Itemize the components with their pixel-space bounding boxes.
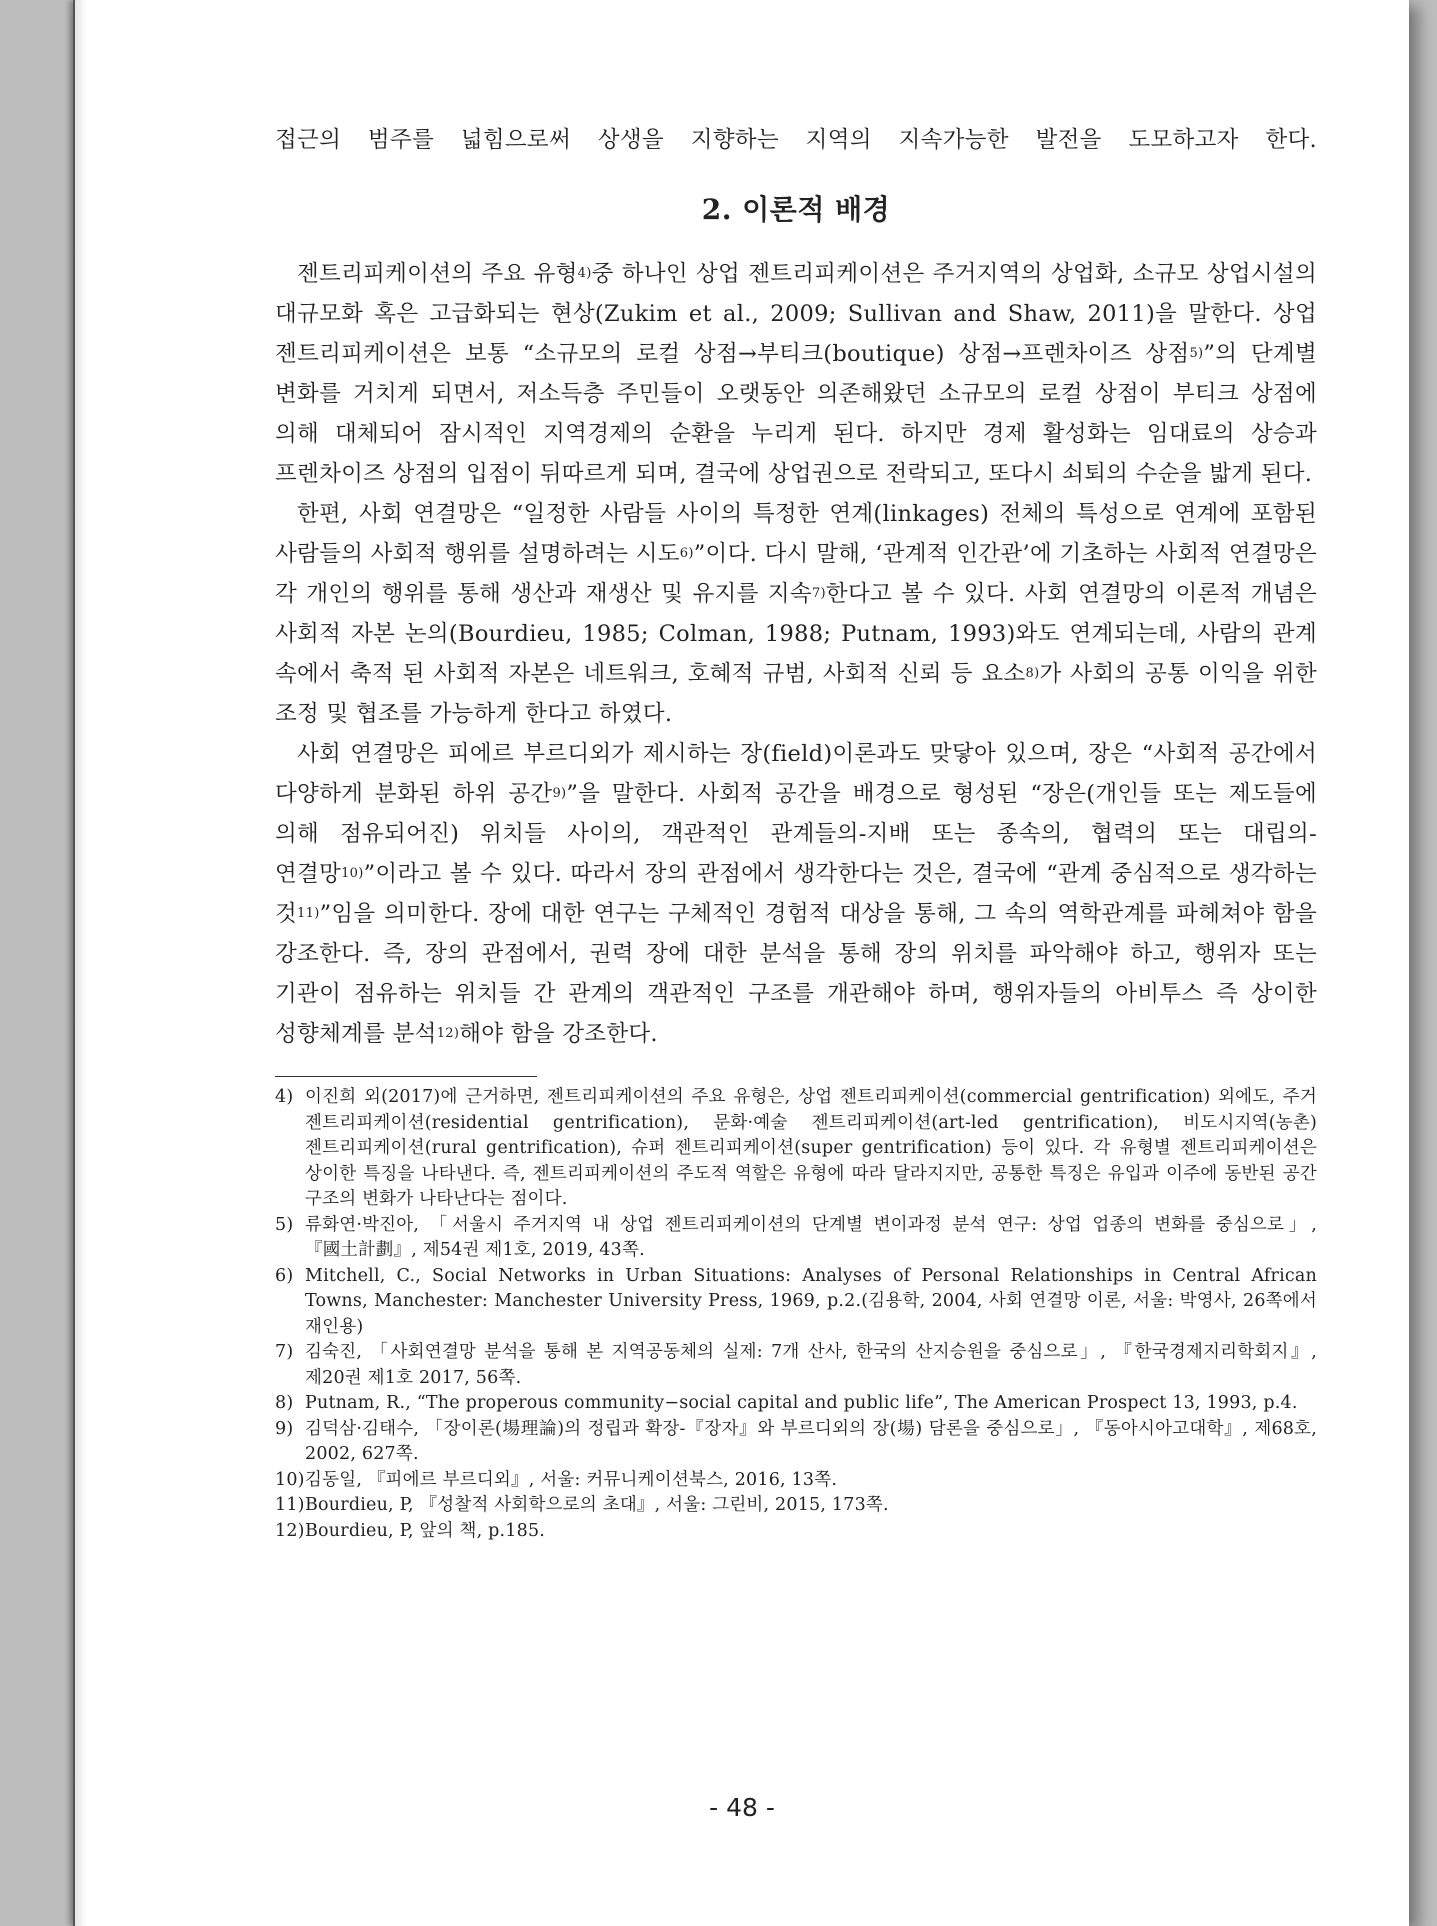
footnote-7 xyxy=(275,1340,1317,1391)
footnote-ref-7[interactable]: 7) xyxy=(811,586,826,601)
footnote-number: 8) xyxy=(275,1393,294,1413)
document-page xyxy=(73,0,1409,1926)
page-content xyxy=(275,120,1317,1544)
footnote-ref-8[interactable]: 8) xyxy=(1025,666,1040,681)
paragraph-1 xyxy=(275,254,1317,494)
footnote-number: 4) xyxy=(275,1087,294,1107)
footnote-text: Bourdieu, P, 『성찰적 사회학으로의 초대』, 서울: 그린비, 2015, 173쪽. xyxy=(305,1495,889,1515)
footnote-ref-5[interactable]: 5) xyxy=(1189,346,1204,361)
footnote-8 xyxy=(275,1391,1317,1417)
footnote-text: Bourdieu, P, 앞의 책, p.185. xyxy=(305,1520,546,1541)
footnote-text: 이진희 외(2017)에 근거하면, 젠트리피케이션의 주요 유형은, 상업 젠트리피케이션(commercial gentrification) 외에도, 주거 젠트리피케이션(residential gentrification), 문화·예술 젠트리피케이션(art-led gentrification), 비도시지역(농촌) 젠트리피케이션(rural gentrification), 슈퍼 젠트리피케이션(super gentrification) 등이 있다. 각 유형별 젠트리피케이션은 상이한 특징을 나타낸다. 즉, 젠트리피케이션의 주도적 역할은 유형에 따라 달라지지만, 공통한 특징은 유입과 이주에 동반된 공간 구조의 변화가 나타난다는 점이다. xyxy=(305,1087,1317,1209)
paragraph-text: ”을 말한다. 사회적 공간을 배경으로 형성된 “장은(개인들 또는 제도들에 의해 점유되어진) 위치들 사이의, 객관적인 관계들의-지배 또는 종속의, 협력의 또는 대립의-연결망 xyxy=(275,781,1318,887)
footnote-11 xyxy=(275,1493,1317,1519)
page-number: - 48 - xyxy=(709,1793,775,1822)
footnote-5 xyxy=(275,1213,1317,1264)
section-heading: 2. 이론적 배경 xyxy=(701,193,891,226)
footnote-number: 5) xyxy=(275,1214,294,1235)
paragraph-text: ”이라고 볼 수 있다. 따라서 장의 관점에서 생각한다는 것은, 결국에 “관계 중심적으로 생각하는 것 xyxy=(275,861,1317,927)
footnote-ref-6[interactable]: 6) xyxy=(679,546,694,561)
footnote-10 xyxy=(275,1468,1317,1494)
footnote-text: 김덕삼·김태수, 「장이론(場理論)의 정립과 확장-『장자』와 부르디외의 장(場) 담론을 중심으로」, 『동아시아고대학』, 제68호, 2002, 627쪽. xyxy=(305,1418,1317,1464)
paragraph-text: 젠트리피케이션의 주요 유형 xyxy=(297,261,578,287)
footnote-number: 12) xyxy=(275,1520,305,1541)
footnote-text: 김숙진, 「사회연결망 분석을 통해 본 지역공동체의 실제: 7개 산사, 한국의 산지승원을 중심으로」, 『한국경제지리학회지』, 제20권 제1호 2017, 56쪽. xyxy=(305,1342,1317,1388)
footnote-ref-4[interactable]: 4) xyxy=(577,266,592,281)
paragraph-2 xyxy=(275,494,1317,734)
footnote-number: 11) xyxy=(275,1495,305,1515)
footnote-ref-11[interactable]: 11) xyxy=(297,906,320,921)
footnote-ref-12[interactable]: 12) xyxy=(436,1026,460,1041)
footnote-number: 9) xyxy=(275,1418,294,1439)
footnote-text: Putnam, R., “The properous community−social capital and public life”, The American Prospect 13, 1993, p.4. xyxy=(305,1393,1298,1413)
paragraph-3 xyxy=(275,734,1317,1054)
footnote-12 xyxy=(275,1519,1317,1545)
footnote-separator xyxy=(275,1076,537,1077)
footnote-number: 6) xyxy=(275,1265,294,1286)
footnote-ref-9[interactable]: 9) xyxy=(552,786,567,801)
paragraph-text: ”의 단계별 변화를 거치게 되면서, 저소득층 주민들이 오랫동안 의존해왔던 소규모의 로컬 상점이 부티크 상점에 의해 대체되어 잠시적인 지역경제의 순환을 누리게 된다. 하지만 경제 활성화는 임대료의 상승과 프렌차이즈 상점의 입점이 뒤따르게 되며, 결국에 상업권으로 전락되고, 또다시 쇠퇴의 수순을 밟게 된다. xyxy=(275,341,1317,487)
footnote-9 xyxy=(275,1417,1317,1468)
paragraph-text: 사회 연결망은 피에르 부르디외가 제시하는 장(field)이론과도 맞닿아 있으며, 장은 “사회적 공간에서 다양하게 분화된 하위 공간 xyxy=(275,741,1317,807)
footnotes xyxy=(275,1085,1317,1544)
footnote-number: 7) xyxy=(275,1342,294,1362)
footnote-text: 류화연·박진아, 「서울시 주거지역 내 상업 젠트리피케이션의 단계별 변이과정 분석 연구: 상업 업종의 변화를 중심으로」, 『國土計劃』, 제54권 제1호, 2019, 43쪽. xyxy=(305,1214,1317,1260)
paragraph-text: 한다고 볼 수 있다. 사회 연결망의 이론적 개념은 사회적 자본 논의(Bourdieu, 1985; Colman, 1988; Putnam, 1993)와도 연계되는데, 사람의 관계 속에서 축적 된 사회적 자본은 네트워크, 호혜적 규범, 사회적 신뢰 등 요소 xyxy=(275,581,1317,687)
paragraph-text: ”이다. 다시 말해, ‘관계적 인간관’에 기초하는 사회적 연결망은 각 개인의 행위를 통해 생산과 재생산 및 유지를 지속 xyxy=(275,541,1317,607)
footnote-number: 10) xyxy=(275,1469,305,1490)
footnote-6 xyxy=(275,1264,1317,1341)
paragraph-text: 해야 함을 강조한다. xyxy=(459,1021,658,1047)
footnote-ref-10[interactable]: 10) xyxy=(341,866,364,881)
opening-line: 접근의 범주를 넓힘으로써 상생을 지향하는 지역의 지속가능한 발전을 도모하고자 한다. xyxy=(275,127,1317,153)
footnote-text: Mitchell, C., Social Networks in Urban Situations: Analyses of Personal Relationships in Central African Towns, Manchester: Manchester University Press, 1969, p.2.(김용학, 2004, 사회 연결망 이론, 서울: 박영사, 26쪽에서 재인용) xyxy=(305,1265,1317,1337)
paragraph-text: ”임을 의미한다. 장에 대한 연구는 구체적인 경험적 대상을 통해, 그 속의 역학관계를 파헤쳐야 함을 강조한다. 즉, 장의 관점에서, 권력 장에 대한 분석을 통해 장의 위치를 파악해야 하고, 행위자 또는 기관이 점유하는 위치들 간 관계의 객관적인 구조를 개관해야 하며, 행위자들의 아비투스 즉 상이한 성향체계를 분석 xyxy=(275,901,1317,1047)
paragraph-text: 한편, 사회 연결망은 “일정한 사람들 사이의 특정한 연계(linkages) 전체의 특성으로 연계에 포함된 사람들의 사회적 행위를 설명하려는 시도 xyxy=(275,501,1317,567)
paragraph-text: 중 하나인 상업 젠트리피케이션은 주거지역의 상업화, 소규모 상업시설의 대규모화 혹은 고급화되는 현상(Zukim et al., 2009; Sullivan and Shaw, 2011)을 말한다. 상업 젠트리피케이션은 보통 “소규모의 로컬 상점→부티크(boutique) 상점→프렌차이즈 상점 xyxy=(275,261,1317,367)
footnote-text: 김동일, 『피에르 부르디외』, 서울: 커뮤니케이션북스, 2016, 13쪽. xyxy=(305,1469,838,1490)
footnote-4 xyxy=(275,1085,1317,1213)
paragraph-text: 가 사회의 공통 이익을 위한 조정 및 협조를 가능하게 한다고 하였다. xyxy=(275,661,1317,727)
